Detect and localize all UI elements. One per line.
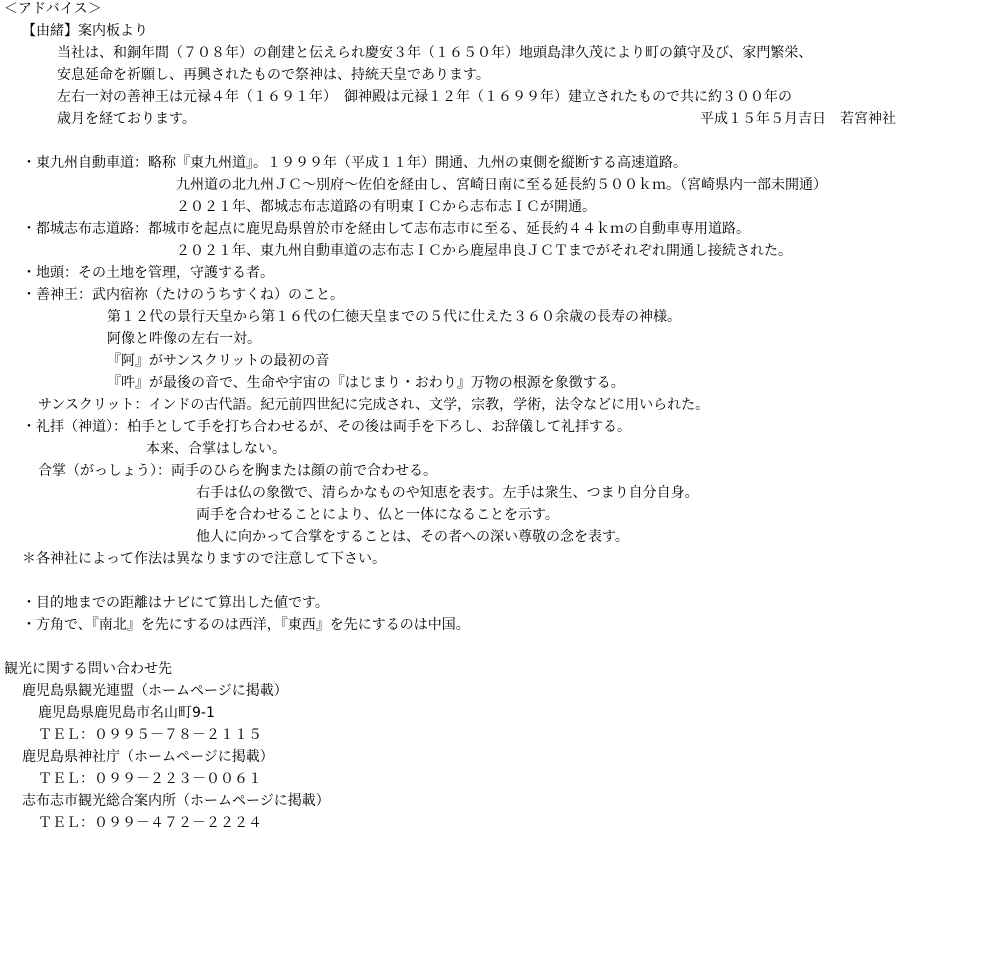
origin-text-line: 左右一対の善神王は元禄４年（１６９１年） 御神殿は元禄１２年（１６９９年）建立されたもので共に約３００年の bbox=[57, 89, 792, 105]
note-gassho: 合掌（がっしょう）：両手のひらを胸または顔の前で合わせる。 bbox=[38, 463, 437, 479]
contact-phone: ＴＥＬ：０９９５－７８－２１１５ bbox=[38, 727, 262, 743]
note-zenshinou: ・善神王：武内宿祢（たけのうちすくね）のこと。 bbox=[22, 287, 344, 303]
advice-heading: ＜アドバイス＞ bbox=[4, 1, 102, 17]
note-continuation: 他人に向かって合掌をすることは、その者への深い尊敬の念を表す。 bbox=[196, 529, 629, 545]
note-continuation: 九州道の北九州ＪＣ～別府～佐伯を経由し、宮崎日南に至る延長約５００ｋｍ。（宮崎県内一部未開通） bbox=[176, 177, 827, 193]
contact-phone: ＴＥＬ：０９９－２２３－００６１ bbox=[38, 771, 262, 787]
note-miyakonojo-shibushi-road: ・都城志布志道路：都城市を起点に鹿児島県曽於市を経由して志布志市に至る、延長約４４ｋｍの自動車専用道路。 bbox=[22, 221, 750, 237]
origin-text-line: 歳月を経ております。 bbox=[57, 111, 196, 127]
note-jito: ・地頭：その土地を管理，守護する者。 bbox=[22, 265, 274, 281]
contact-name: 鹿児島県観光連盟（ホームページに掲載） bbox=[22, 683, 288, 699]
note-caution: ＊各神社によって作法は異なりますので注意して下さい。 bbox=[22, 551, 386, 567]
contact-name: 鹿児島県神社庁（ホームページに掲載） bbox=[22, 749, 274, 765]
note-east-kyushu-expressway: ・東九州自動車道：略称『東九州道』。１９９９年（平成１１年）開通、九州の東側を縦断する高速道路。 bbox=[22, 155, 687, 171]
note-direction: ・方角で、『南北』を先にするのは西洋，『東西』を先にするのは中国。 bbox=[22, 617, 470, 633]
contacts-heading: 観光に関する問い合わせ先 bbox=[4, 661, 172, 677]
note-worship-shinto: ・礼拝（神道）：柏手として手を打ち合わせるが、その後は両手を下ろし、お辞儀して礼拝する。 bbox=[22, 419, 631, 435]
note-continuation: 『吽』が最後の音で、生命や宇宙の『はじまり・おわり』万物の根源を象徴する。 bbox=[107, 375, 625, 391]
note-continuation: 両手を合わせることにより、仏と一体になることを示す。 bbox=[196, 507, 559, 523]
note-continuation: 本来、合掌はしない。 bbox=[146, 441, 286, 457]
contact-name: 志布志市観光総合案内所（ホームページに掲載） bbox=[22, 793, 330, 809]
note-continuation: 『阿』がサンスクリットの最初の音 bbox=[107, 353, 330, 369]
origin-text-line: 安息延命を祈願し、再興されたもので祭神は、持統天皇であります。 bbox=[57, 67, 490, 83]
origin-heading: 【由緒】案内板より bbox=[22, 23, 148, 39]
note-distance: ・目的地までの距離はナビにて算出した値です。 bbox=[22, 595, 329, 611]
note-continuation: ２０２１年、都城志布志道路の有明東ＩＣから志布志ＩＣが開通。 bbox=[176, 199, 596, 215]
origin-date-signature: 平成１５年５月吉日 若宮神社 bbox=[700, 111, 896, 127]
contact-phone: ＴＥＬ：０９９－４７２－２２２４ bbox=[38, 815, 262, 831]
note-continuation: 第１２代の景行天皇から第１６代の仁徳天皇までの５代に仕えた３６０余歳の長寿の神様。 bbox=[107, 309, 681, 325]
note-sanskrit: サンスクリット：インドの古代語。紀元前四世紀に完成され、文学，宗教，学術，法令などに用いられた。 bbox=[38, 397, 710, 413]
note-continuation: 右手は仏の象徴で、清らかなものや知恵を表す。左手は衆生、つまり自分自身。 bbox=[196, 485, 699, 501]
contact-address: 鹿児島県鹿児島市名山町9-1 bbox=[38, 705, 215, 721]
note-continuation: ２０２１年、東九州自動車道の志布志ＩＣから鹿屋串良ＪＣＴまでがそれぞれ開通し接続された。 bbox=[176, 243, 792, 259]
note-continuation: 阿像と吽像の左右一対。 bbox=[107, 331, 261, 347]
origin-text-line: 当社は、和銅年間（７０８年）の創建と伝えられ慶安３年（１６５０年）地頭島津久茂により町の鎮守及び、家門繁栄、 bbox=[57, 45, 813, 61]
